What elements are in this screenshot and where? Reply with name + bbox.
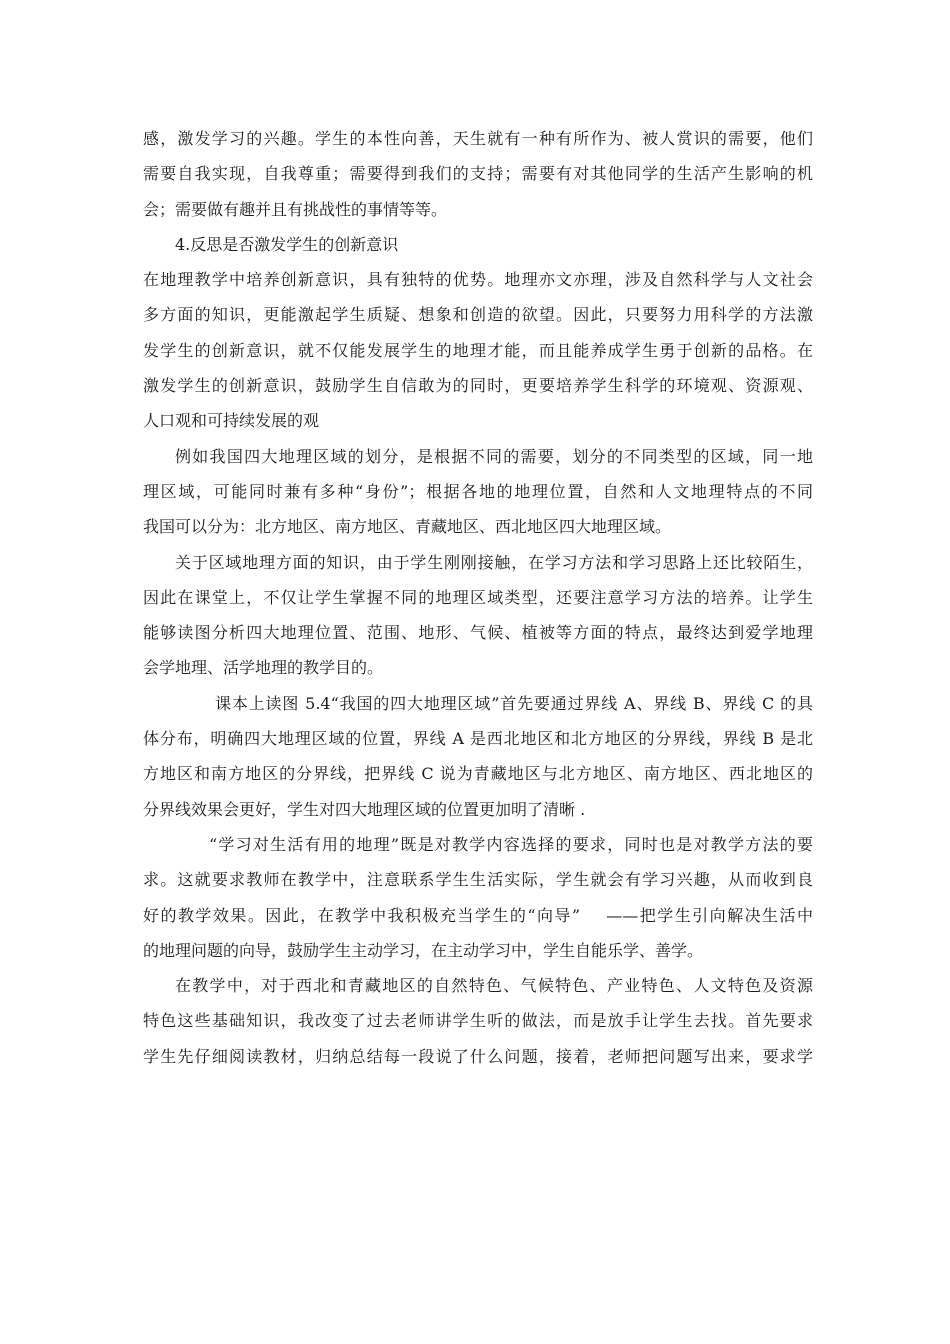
text-line: 人口观和可持续发展的观: [143, 411, 320, 431]
text-line: 感，激发学习的兴趣。学生的本性向善，天生就有一种有所作为、被人赏识的需要，他们: [143, 129, 813, 148]
text-line: 激发学生的创新意识，鼓励学生自信敢为的同时，更要培养学生科学的环境观、资源观、: [143, 376, 813, 396]
text-line: 因此在课堂上，不仅让学生掌握不同的地理区域类型，还要注意学习方法的培养。让学生: [143, 587, 813, 607]
text-line: 体分布，明确四大地理区域的位置，界线 A 是西北地区和北方地区的分界线，界线 B 是北: [143, 729, 813, 749]
body-text: [143, 121, 813, 1074]
text-line: 理区域，可能同时兼有多种“身份”；根据各地的地理位置，自然和人文地理特点的不同: [143, 481, 813, 501]
text-line: 能够读图分析四大地理位置、范围、地形、气候、植被等方面的特点，最终达到爱学地理: [143, 623, 813, 643]
text-line: 分界线效果会更好，学生对四大地理区域的位置更加明了清晰 .: [143, 799, 586, 819]
text-line: 求。这就要求教师在教学中，注意联系学生生活实际，学生就会有学习兴趣，从而收到良: [143, 870, 813, 890]
text-line: 特色这些基础知识，我改变了过去老师讲学生听的做法，而是放手让学生去找。首先要求: [143, 1011, 813, 1031]
text-line: 会学地理、活学地理的教学目的。: [143, 658, 384, 678]
text-line: 课本上读图 5.4“我国的四大地理区域”首先要通过界线 A、界线 B、界线 C 的具: [215, 693, 813, 713]
text-line: 的地理问题的向导，鼓励学生主动学习，在主动学习中，学生自能乐学、善学。: [143, 940, 704, 960]
text-line: 发学生的创新意识，就不仅能发展学生的地理才能，而且能养成学生勇于创新的品格。在: [143, 340, 813, 360]
text-line: 在教学中，对于西北和青藏地区的自然特色、气候特色、产业特色、人文特色及资源: [175, 976, 813, 996]
section-heading: 4.反思是否激发学生的创新意识: [175, 234, 399, 254]
text-line: 学生先仔细阅读教材，归纳总结每一段说了什么问题，接着，老师把问题写出来，要求学: [143, 1046, 813, 1066]
text-line: 关于区域地理方面的知识，由于学生刚刚接触，在学习方法和学习思路上还比较陌生，: [175, 552, 813, 572]
text-line: 会；需要做有趣并且有挑战性的事情等等。: [143, 199, 448, 219]
text-line: 方地区和南方地区的分界线，把界线 C 说为青藏地区与北方地区、南方地区、西北地区的: [143, 764, 813, 784]
text-line: 在地理教学中培养创新意识，具有独特的优势。地理亦文亦理，涉及自然科学与人文社会: [143, 270, 813, 290]
text-line: 好的教学效果。因此，在教学中我积极充当学生的“向导” ——把学生引向解决生活中: [143, 905, 813, 925]
text-line: 需要自我实现，自我尊重；需要得到我们的支持；需要有对其他同学的生活产生影响的机: [143, 164, 813, 184]
text-line: 我国可以分为：北方地区、南方地区、青藏地区、西北地区四大地理区域。: [143, 517, 672, 537]
text-line: “学习对生活有用的地理”既是对教学内容选择的要求，同时也是对教学方法的要: [209, 834, 813, 854]
text-line: 例如我国四大地理区域的划分，是根据不同的需要，划分的不同类型的区域，同一地: [175, 446, 813, 466]
text-line: 多方面的知识，更能激起学生质疑、想象和创造的欲望。因此，只要努力用科学的方法激: [143, 305, 813, 325]
